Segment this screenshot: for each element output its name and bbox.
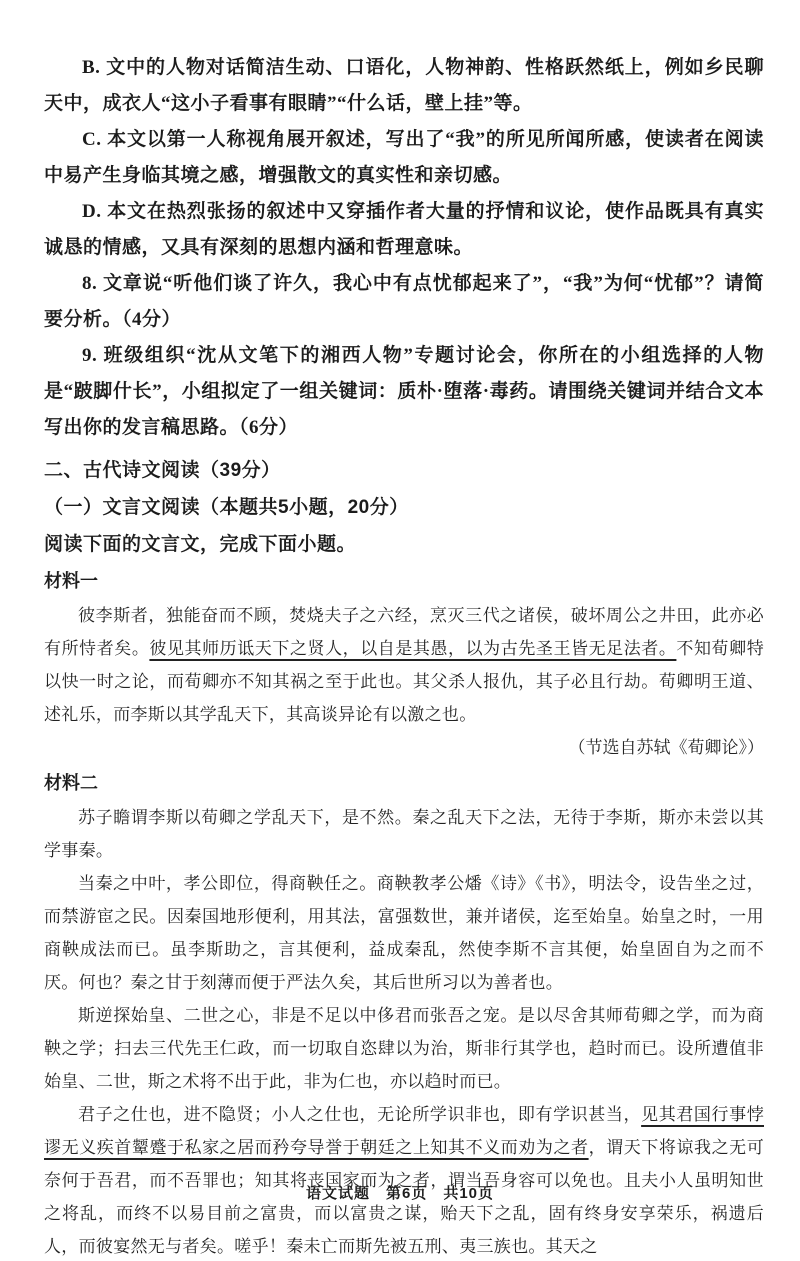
question-9: 9. 班级组织“沈从文笔下的湘西人物”专题讨论会，你所在的小组选择的人物是“跛脚什长”，小组拟定了一组关键词：质朴·堕落·毒药。请围绕关键词并结合文本写出你的发言稿思路。（6分）: [44, 345, 764, 438]
material2-p4-text-after: ，谓天下将谅我之无可奈何于吾君，而不吾罪也；知其将丧国家而为之者，谓当吾身容可以免也。且夫小人虽明知世之将乱，而终不以易目前之富贵，而以富贵之谋，贻天下之乱，固有终身安享荣乐，祸遗后人，而彼宴然无与者矣。嗟乎！秦未亡而斯先被五刑、夷三族也。其天之: [44, 1138, 764, 1256]
material2-p4-underlined-text: 见其君国行事悖谬无义疾首颦蹙于私家之居而矜夸导誉于朝廷之上知其不义而劝为之者: [44, 1105, 764, 1157]
material2-p4-text-before: 君子之仕也，进不隐贤；小人之仕也，无论所学识非也，即有学识甚当，: [78, 1105, 642, 1124]
section-instruction: 阅读下面的文言文，完成下面小题。: [44, 534, 357, 555]
material1-text-after: 不知荀卿特以快一时之论，而荀卿亦不知其祸之至于此也。其父杀人报仇，其子必且行劫。荀卿明王道、述礼乐，而李斯以其学乱天下，其高谈异论有以激之也。: [44, 639, 764, 724]
option-d: D. 本文在热烈张扬的叙述中又穿插作者大量的抒情和议论，使作品既具有真实诚恳的情感，又具有深刻的思想内涵和哲理意味。: [44, 201, 764, 258]
section-subheading: （一）文言文阅读（本题共5小题，20分）: [44, 497, 409, 518]
option-c: C. 本文以第一人称视角展开叙述，写出了“我”的所见所闻所感，使读者在阅读中易产生身临其境之感，增强散文的真实性和亲切感。: [44, 129, 764, 186]
material1-attribution: （节选自苏轼《荀卿论》）: [568, 738, 764, 757]
material1-paragraph: [44, 599, 764, 731]
material1-label: 材料一: [44, 571, 98, 591]
material1-text-before: 彼李斯者，独能奋而不顾，焚烧夫子之六经，烹灭三代之诸侯，破坏周公之井田，此亦必有所恃者矣。: [44, 606, 764, 658]
page-footer: 语文试题 第6页 共10页: [305, 1185, 495, 1202]
section-heading: 二、古代诗文阅读（39分）: [44, 460, 281, 481]
material1-underlined-text: 彼见其师历诋天下之贤人，以自是其愚，以为古先圣王皆无足法者。: [149, 639, 677, 658]
material2-paragraph-1: 苏子瞻谓李斯以荀卿之学乱天下，是不然。秦之乱天下之法，无待于李斯，斯亦未尝以其学事秦。: [44, 808, 764, 860]
question-8: 8. 文章说“听他们谈了许久，我心中有点忧郁起来了”，“我”为何“忧郁”？请简要分析。（4分）: [44, 273, 764, 330]
option-b: B. 文中的人物对话简洁生动、口语化，人物神韵、性格跃然纸上，例如乡民聊天中，成衣人“这小子看事有眼睛”“什么话，壁上挂”等。: [44, 57, 764, 114]
material2-label: 材料二: [44, 773, 98, 793]
material2-paragraph-4: [44, 1098, 764, 1261]
material2-paragraph-3: 斯逆探始皇、二世之心，非是不足以中侈君而张吾之宠。是以尽舍其师荀卿之学，而为商鞅之学；扫去三代先王仁政，而一切取自恣肆以为治，斯非行其学也，趋时而已。设所遭值非始皇、二世，斯之术将不出于此，非为仁也，亦以趋时而已。: [44, 1006, 764, 1091]
material2-paragraph-2: 当秦之中叶，孝公即位，得商鞅任之。商鞅教孝公燔《诗》《书》，明法令，设告坐之过，而禁游宦之民。因秦国地形便利，用其法，富强数世，兼并诸侯，迄至始皇。始皇之时，一用商鞅成法而已。虽李斯助之，言其便利，益成秦乱，然使李斯不言其便，始皇固自为之而不厌。何也？秦之甘于刻薄而便于严法久矣，其后世所习以为善者也。: [44, 874, 764, 992]
